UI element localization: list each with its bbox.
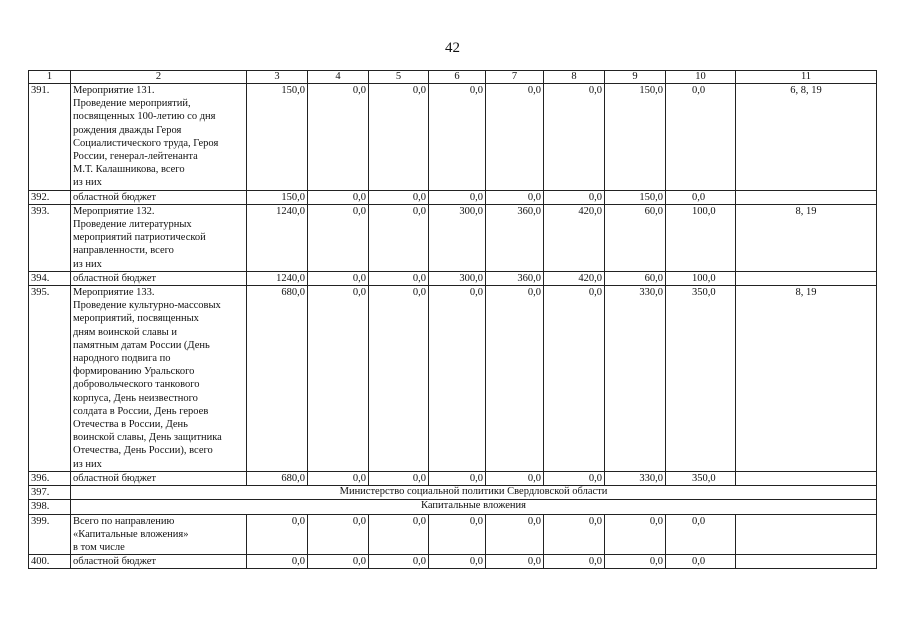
description-line: «Капитальные вложения» bbox=[73, 528, 189, 540]
value-col-6: 0,0 bbox=[429, 190, 486, 204]
value-col-5: 0,0 bbox=[369, 84, 429, 191]
description-line: Проведение культурно-массовых bbox=[73, 300, 221, 312]
value-col-10: 0,0 bbox=[666, 555, 736, 569]
description-line: мероприятий патриотической bbox=[73, 232, 206, 244]
value-col-5: 0,0 bbox=[369, 286, 429, 472]
value-col-3: 150,0 bbox=[247, 84, 308, 191]
description-line: Мероприятие 131. bbox=[73, 85, 155, 96]
row-number: 391. bbox=[29, 84, 71, 191]
value-col-6: 0,0 bbox=[429, 286, 486, 472]
row-number: 395. bbox=[29, 286, 71, 472]
row-number: 400. bbox=[29, 555, 71, 569]
description-line: в том числе bbox=[73, 541, 125, 553]
value-col-3: 680,0 bbox=[247, 471, 308, 485]
row-description bbox=[71, 84, 247, 191]
value-col-3: 680,0 bbox=[247, 286, 308, 472]
value-col-4: 0,0 bbox=[308, 514, 369, 555]
column-number-2: 2 bbox=[71, 71, 247, 84]
description-line: России, генерал-лейтенанта bbox=[73, 151, 198, 163]
column-number-10: 10 bbox=[666, 71, 736, 84]
value-col-10: 0,0 bbox=[666, 190, 736, 204]
column-number-9: 9 bbox=[605, 71, 666, 84]
value-col-6: 0,0 bbox=[429, 84, 486, 191]
value-col-10: 0,0 bbox=[666, 84, 736, 191]
description-line: областной бюджет bbox=[73, 556, 156, 568]
description-line: Мероприятие 132. bbox=[73, 205, 155, 217]
value-col-7: 0,0 bbox=[486, 190, 544, 204]
row-description bbox=[71, 286, 247, 472]
value-col-7: 0,0 bbox=[486, 286, 544, 472]
value-col-9: 60,0 bbox=[605, 204, 666, 271]
target-indicators: 8, 19 bbox=[736, 204, 877, 271]
row-number: 399. bbox=[29, 514, 71, 555]
value-col-3: 1240,0 bbox=[247, 204, 308, 271]
description-line: областной бюджет bbox=[73, 191, 156, 203]
description-line: из них bbox=[73, 177, 102, 189]
column-number-4: 4 bbox=[308, 71, 369, 84]
description-line: Всего по направлению bbox=[73, 515, 175, 527]
value-col-4: 0,0 bbox=[308, 271, 369, 285]
description-line: мероприятий, посвященных bbox=[73, 313, 199, 325]
description-line: формированию Уральского bbox=[73, 366, 195, 378]
description-line: посвященных 100-летию со дня bbox=[73, 111, 216, 123]
value-col-7: 360,0 bbox=[486, 271, 544, 285]
column-number-3: 3 bbox=[247, 71, 308, 84]
value-col-8: 0,0 bbox=[544, 286, 605, 472]
target-indicators: 8, 19 bbox=[736, 286, 877, 472]
value-col-5: 0,0 bbox=[369, 471, 429, 485]
description-line: Социалистического труда, Героя bbox=[73, 137, 219, 149]
value-col-4: 0,0 bbox=[308, 204, 369, 271]
row-number: 393. bbox=[29, 204, 71, 271]
target-indicators bbox=[736, 555, 877, 569]
section-title: Капитальные вложения bbox=[71, 500, 877, 514]
value-col-4: 0,0 bbox=[308, 84, 369, 191]
value-col-9: 60,0 bbox=[605, 271, 666, 285]
description-line: памятным датам России (День bbox=[73, 339, 210, 351]
table-row bbox=[29, 555, 877, 569]
column-number-8: 8 bbox=[544, 71, 605, 84]
table-row bbox=[29, 84, 877, 191]
table-row bbox=[29, 204, 877, 271]
value-col-9: 0,0 bbox=[605, 514, 666, 555]
target-indicators bbox=[736, 471, 877, 485]
description-line: добровольческого танкового bbox=[73, 379, 200, 391]
column-number-6: 6 bbox=[429, 71, 486, 84]
value-col-3: 150,0 bbox=[247, 190, 308, 204]
description-line: дням воинской славы и bbox=[73, 326, 177, 338]
value-col-8: 0,0 bbox=[544, 190, 605, 204]
value-col-7: 360,0 bbox=[486, 204, 544, 271]
value-col-7: 0,0 bbox=[486, 84, 544, 191]
value-col-4: 0,0 bbox=[308, 471, 369, 485]
value-col-9: 150,0 bbox=[605, 84, 666, 191]
target-indicators: 6, 8, 19 bbox=[736, 84, 877, 191]
value-col-10: 350,0 bbox=[666, 471, 736, 485]
column-number-1: 1 bbox=[29, 71, 71, 84]
value-col-9: 330,0 bbox=[605, 471, 666, 485]
table-row bbox=[29, 271, 877, 285]
target-indicators bbox=[736, 190, 877, 204]
page-number: 42 bbox=[445, 40, 460, 56]
description-line: Мероприятие 133. bbox=[73, 287, 155, 299]
value-col-5: 0,0 bbox=[369, 271, 429, 285]
description-line: рождения дважды Героя bbox=[73, 124, 182, 136]
value-col-10: 100,0 bbox=[666, 204, 736, 271]
row-number: 392. bbox=[29, 190, 71, 204]
value-col-4: 0,0 bbox=[308, 286, 369, 472]
row-description bbox=[71, 204, 247, 271]
value-col-6: 300,0 bbox=[429, 204, 486, 271]
description-line: солдата в России, День героев bbox=[73, 405, 209, 417]
section-title: Министерство социальной политики Свердловской области bbox=[71, 486, 877, 500]
value-col-9: 150,0 bbox=[605, 190, 666, 204]
description-line: областной бюджет bbox=[73, 472, 156, 484]
value-col-9: 330,0 bbox=[605, 286, 666, 472]
value-col-3: 0,0 bbox=[247, 555, 308, 569]
value-col-7: 0,0 bbox=[486, 471, 544, 485]
column-number-5: 5 bbox=[369, 71, 429, 84]
value-col-7: 0,0 bbox=[486, 514, 544, 555]
row-description bbox=[71, 471, 247, 485]
description-line: Отечества, День России), всего bbox=[73, 445, 213, 457]
description-line: воинской славы, День защитника bbox=[73, 432, 222, 444]
description-line: М.Т. Калашникова, всего bbox=[73, 164, 185, 176]
value-col-4: 0,0 bbox=[308, 555, 369, 569]
table-row bbox=[29, 286, 877, 472]
section-row bbox=[29, 486, 877, 500]
value-col-5: 0,0 bbox=[369, 555, 429, 569]
value-col-3: 0,0 bbox=[247, 514, 308, 555]
value-col-8: 420,0 bbox=[544, 204, 605, 271]
row-number: 394. bbox=[29, 271, 71, 285]
row-description bbox=[71, 514, 247, 555]
description-line: корпуса, День неизвестного bbox=[73, 392, 198, 404]
description-line: Проведение мероприятий, bbox=[73, 98, 191, 110]
value-col-7: 0,0 bbox=[486, 555, 544, 569]
description-line: областной бюджет bbox=[73, 272, 156, 284]
table-row bbox=[29, 190, 877, 204]
table-row bbox=[29, 471, 877, 485]
value-col-6: 0,0 bbox=[429, 471, 486, 485]
description-line: из них bbox=[73, 458, 102, 470]
target-indicators bbox=[736, 271, 877, 285]
value-col-8: 0,0 bbox=[544, 555, 605, 569]
value-col-8: 0,0 bbox=[544, 84, 605, 191]
description-line: направленности, всего bbox=[73, 245, 174, 257]
column-number-7: 7 bbox=[486, 71, 544, 84]
value-col-6: 0,0 bbox=[429, 514, 486, 555]
value-col-8: 420,0 bbox=[544, 271, 605, 285]
value-col-5: 0,0 bbox=[369, 204, 429, 271]
section-row bbox=[29, 500, 877, 514]
value-col-3: 1240,0 bbox=[247, 271, 308, 285]
row-description bbox=[71, 190, 247, 204]
value-col-5: 0,0 bbox=[369, 190, 429, 204]
value-col-10: 350,0 bbox=[666, 286, 736, 472]
value-col-4: 0,0 bbox=[308, 190, 369, 204]
description-line: Проведение литературных bbox=[73, 219, 192, 231]
target-indicators bbox=[736, 514, 877, 555]
value-col-6: 0,0 bbox=[429, 555, 486, 569]
row-number: 396. bbox=[29, 471, 71, 485]
description-line: народного подвига по bbox=[73, 353, 171, 365]
row-description bbox=[71, 271, 247, 285]
description-line: Отечества в России, День bbox=[73, 419, 188, 431]
value-col-8: 0,0 bbox=[544, 471, 605, 485]
description-line: из них bbox=[73, 258, 102, 270]
column-number-11: 11 bbox=[736, 71, 877, 84]
table-row bbox=[29, 514, 877, 555]
row-description bbox=[71, 555, 247, 569]
row-number: 397. bbox=[29, 486, 71, 500]
row-number: 398. bbox=[29, 500, 71, 514]
value-col-6: 300,0 bbox=[429, 271, 486, 285]
value-col-8: 0,0 bbox=[544, 514, 605, 555]
column-number-row bbox=[29, 71, 877, 84]
value-col-9: 0,0 bbox=[605, 555, 666, 569]
budget-table bbox=[28, 70, 877, 569]
value-col-10: 0,0 bbox=[666, 514, 736, 555]
value-col-10: 100,0 bbox=[666, 271, 736, 285]
value-col-5: 0,0 bbox=[369, 514, 429, 555]
